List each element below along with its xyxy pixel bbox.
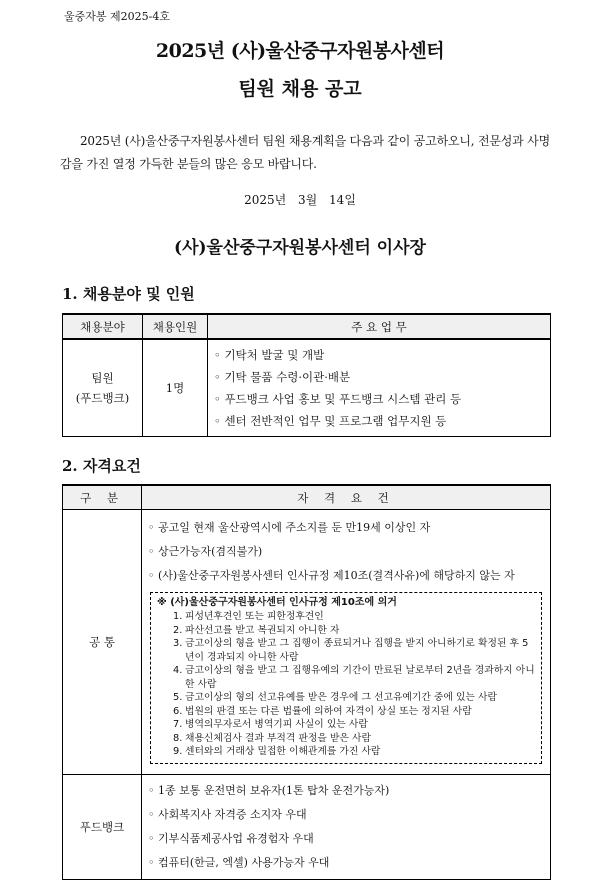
title-line-1: 2025년 (사)울산중구자원봉사센터 [155,40,445,62]
count-cell: 1명 [143,339,208,437]
intro-text: 2025년 (사)울산중구자원봉사센터 팀원 채용계획을 다음과 같이 공고하오니, 전문성과 사명감을 가진 열정 가득한 분들의 많은 응모 바랍니다. [60,134,550,171]
list-text: 금고이상의 형을 받고 그 집행유예의 기간이 만료된 날로부터 2년을 경과하지 아니한 사람 [185,665,535,690]
header-field: 채용분야 [63,314,143,339]
requirement-item: ◦ 1종 보통 운전면허 보유자(1톤 탑차 운전가능자) [148,783,390,797]
duty-item: ◦ 푸드뱅크 사업 홍보 및 푸드뱅크 시스템 관리 등 [214,392,462,406]
table-row [63,339,551,437]
disqualification-note [150,592,542,764]
list-item [157,664,535,691]
list-text: 법원의 판결 또는 다른 법률에 의하여 자격이 상실 또는 정지된 사람 [185,705,472,717]
header-requirements: 자 격 요 건 [142,485,551,510]
signer: (사)울산중구자원봉사센터 이사장 [174,238,426,258]
list-number: 4. [173,665,183,676]
disqualification-list [157,610,535,759]
list-item [157,705,535,719]
list-text: 금고이상의 형을 받고 그 집행이 종료되거나 집행을 받지 아니하기로 확정된 후 5년이 경과되지 아니한 사람 [185,638,529,663]
requirement-item: ◦ 컴퓨터(한글, 엑셀) 사용가능자 우대 [148,855,330,869]
section-1-heading: 1. 채용분야 및 인원 [62,285,195,303]
recruitment-table [62,313,551,437]
field-cell [63,339,143,437]
field-sub: (푸드뱅크) [75,391,130,405]
note-title: ※ (사)울산중구자원봉사센터 인사규정 제10조에 의거 [157,597,397,608]
table-row [63,510,551,775]
header-category: 구 분 [63,485,142,510]
title-line-2: 팀원 채용 공고 [238,78,362,100]
announcement-date: 2025년 3월 14일 [244,193,356,207]
list-item [157,732,535,746]
list-text: 센터와의 거래상 밀접한 이해관계를 가진 사람 [185,746,381,757]
common-requirements [142,510,551,775]
requirement-item: ◦ 공고일 현재 울산광역시에 주소지를 둔 만19세 이상인 자 [148,521,431,534]
list-item [157,745,535,759]
list-item [157,610,535,624]
list-number: 5. [173,692,183,703]
requirement-item: ◦ 사회복지사 자격증 소지자 우대 [148,807,307,821]
requirement-item: ◦ 기부식품제공사업 유경험자 우대 [148,831,314,845]
qualification-table [62,484,551,880]
list-text: 파산선고를 받고 복권되지 아니한 자 [185,624,340,636]
duty-item: ◦ 기탁 물품 수령·이관·배분 [214,370,351,384]
list-number: 8. [173,732,183,744]
requirement-item: ◦ 상근가능자(겸직불가) [148,545,263,558]
field-name: 팀원 [91,371,114,385]
list-number: 9. [173,746,183,757]
list-number: 7. [173,719,183,730]
qualification-table-header [63,485,551,510]
list-text: 채용신체검사 결과 부적격 판정을 받은 사람 [185,732,371,744]
header-count: 채용인원 [143,314,208,339]
document-number: 울중자봉 제2025-4호 [64,10,170,23]
foodbank-requirements [142,774,551,879]
list-number: 6. [173,705,183,717]
duty-item: ◦ 센터 전반적인 업무 및 프로그램 업무지원 등 [214,414,447,428]
foodbank-label: 푸드뱅크 [63,774,142,879]
intro-paragraph [60,130,556,176]
requirement-item: ◦ (사)울산중구자원봉사센터 인사규정 제10조(결격사유)에 해당하지 않는 자 [148,569,515,582]
list-text: 병역의무자로서 병역기피 사실이 있는 사람 [185,719,368,730]
list-item [157,718,535,732]
list-number: 3. [173,638,183,649]
duty-item: ◦ 기탁처 발굴 및 개발 [214,348,325,362]
list-item [157,637,535,664]
recruitment-table-header [63,314,551,339]
section-2-heading: 2. 자격요건 [62,457,141,475]
list-text: 피성년후견인 또는 피한정후견인 [185,611,324,622]
duties-cell [208,339,551,437]
list-item [157,624,535,638]
list-number: 2. [173,624,183,636]
table-row [63,774,551,879]
header-duties: 주 요 업 무 [208,314,551,339]
list-item [157,691,535,705]
list-number: 1. [173,611,183,622]
list-text: 금고이상의 형의 선고유예를 받은 경우에 그 선고유예기간 중에 있는 사람 [185,692,497,703]
common-label: 공 통 [63,510,142,775]
